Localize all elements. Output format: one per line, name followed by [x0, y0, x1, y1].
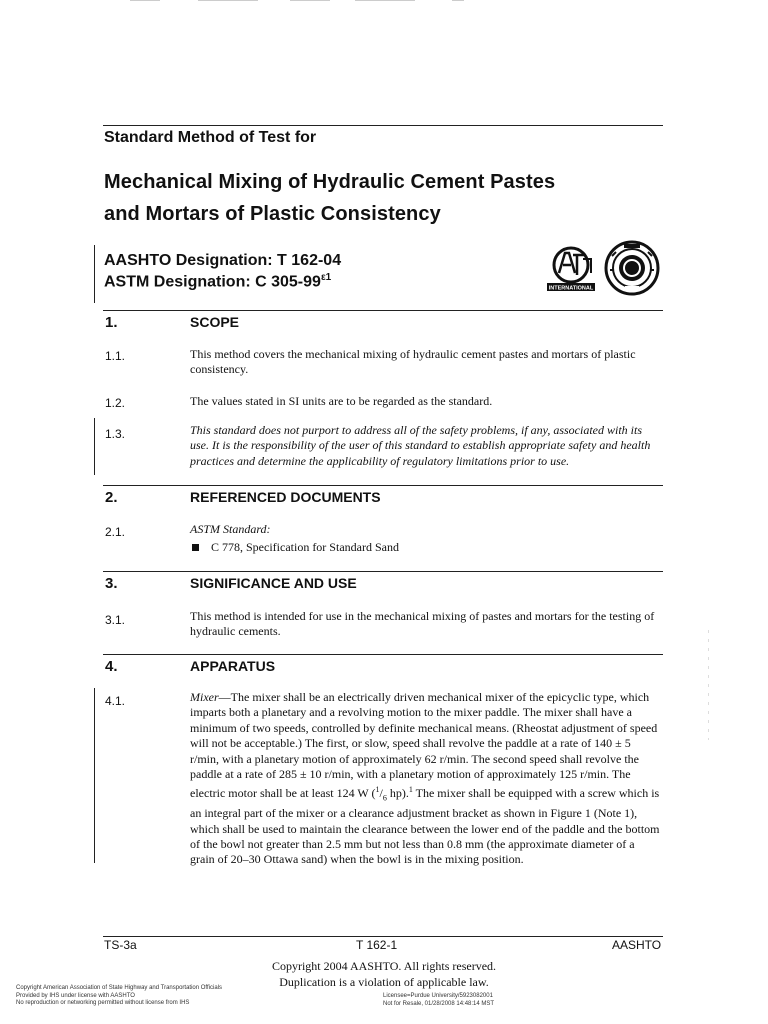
paragraph-3-1: This method is intended for use in the mechanical mixing of pastes and mortars for the testing of hydraulic cements. — [190, 609, 655, 639]
section-number: 4. — [105, 658, 118, 675]
paragraph-1-1: This method covers the mechanical mixing of hydraulic cement pastes and mortars of plastic consistency. — [190, 347, 636, 377]
astm-standard-label: ASTM Standard: — [190, 522, 271, 536]
paragraph-number: 4.1. — [105, 694, 126, 708]
scan-artifact — [198, 0, 258, 1]
page-number: T 162-1 — [356, 938, 398, 952]
astm-international-logo — [545, 243, 607, 295]
section-number: 3. — [105, 575, 118, 592]
bullet-square — [192, 544, 199, 551]
revision-bar — [94, 245, 95, 303]
document-title-line1: Mechanical Mixing of Hydraulic Cement Pastes — [104, 171, 556, 193]
paragraph-1-3: This standard does not purport to address all of the safety problems, if any, associated with its use. It is the responsibility of the user of this standard to establish appropriate safety and health practices and determine the applicability of regulatory limitations prior to use. — [190, 423, 651, 468]
scan-artifact — [355, 0, 415, 1]
scan-artifact — [452, 0, 464, 1]
footer-rule — [103, 936, 663, 937]
document-title-line2: and Mortars of Plastic Consistency — [104, 203, 441, 225]
centennial-seal — [604, 240, 660, 296]
paragraph-number: 1.2. — [105, 396, 126, 410]
duplication-notice: Duplication is a violation of applicable law. — [279, 975, 489, 989]
section-rule — [103, 571, 663, 572]
top-rule — [103, 125, 663, 126]
aashto-designation: AASHTO Designation: T 162-04 — [104, 252, 342, 269]
section-title-referenced-documents: REFERENCED DOCUMENTS — [190, 489, 381, 505]
copyright-notice: Copyright 2004 AASHTO. All rights reserved. — [271, 959, 497, 973]
section-title-apparatus: APPARATUS — [190, 658, 276, 674]
paragraph-number: 1.3. — [105, 427, 126, 441]
section-number: 1. — [105, 314, 118, 331]
section-rule — [103, 310, 663, 311]
revision-bar — [94, 418, 95, 475]
paragraph-4-1: Mixer—The mixer shall be an electrically driven mechanical mixer of the epicyclic type, which imparts both a planetary and a revolving motion to the mixer paddle. The mixer shall have a minimum of two speeds, controlled by definite mechanical means. (Rheostat adjustment of speed will not be acceptable.) The first, or slow, speed shall revolve the paddle at a rate of 140 ± 5 r/min, with a planetary motion of approximately 62 r/min. The second speed shall revolve the paddle at a rate of 285 ± 10 r/min, with a planetary motion of approximately 125 r/min. The electric motor shall be at least 124 W ($^1/_6$ hp).$^1$ The mixer shall be equipped with a screw which is an integral part of the mixer or a clearance adjustment bracket as shown in Figure 1 (Note 1), which shall be used to maintain the clearance between the lower end of the paddle and the bottom of the bowl not greater than 2.5 mm but not less than 0.8 mm (the approximate diameter of a grain of 20–30 Ottawa sand) when the bowl is in the mixing position. — [190, 690, 660, 867]
logo-text: INTERNATIONAL — [548, 285, 594, 292]
mixer-term: Mixer — [190, 690, 219, 704]
footnote-marker: 1 — [408, 785, 413, 795]
scan-artifact — [290, 0, 330, 1]
footer-left: TS-3a — [104, 938, 137, 952]
section-rule — [103, 485, 663, 486]
referenced-standard-c778: C 778, Specification for Standard Sand — [211, 540, 399, 554]
astm-designation: ASTM Designation: C $305-99^{\varepsilon 1}$ — [104, 272, 332, 291]
document-subtitle: Standard Method of Test for — [104, 129, 317, 146]
section-title-significance: SIGNIFICANCE AND USE — [190, 575, 357, 591]
section-number: 2. — [105, 489, 118, 506]
revision-bar — [94, 688, 95, 863]
scan-artifact — [708, 630, 709, 740]
astm-superscript: ε1 — [320, 272, 332, 283]
legal-notice-left: Copyright American Association of State Highway and Transportation Officials Provided by IHS under license with AASHTO No reproduction or networking permitted without license from IHS — [16, 985, 222, 1006]
paragraph-number: 1.1. — [105, 349, 126, 363]
paragraph-number: 2.1. — [105, 525, 126, 539]
section-rule — [103, 654, 663, 655]
scan-artifact — [130, 0, 160, 1]
paragraph-1-2: The values stated in SI units are to be regarded as the standard. — [190, 394, 493, 408]
paragraph-number: 3.1. — [105, 613, 126, 627]
legal-notice-right: Licensee=Purdue University/5923082001 Not for Resale, 01/28/2008 14:48:14 MST — [383, 993, 495, 1007]
section-title-scope: SCOPE — [190, 314, 240, 330]
footer-right: AASHTO — [612, 938, 662, 952]
